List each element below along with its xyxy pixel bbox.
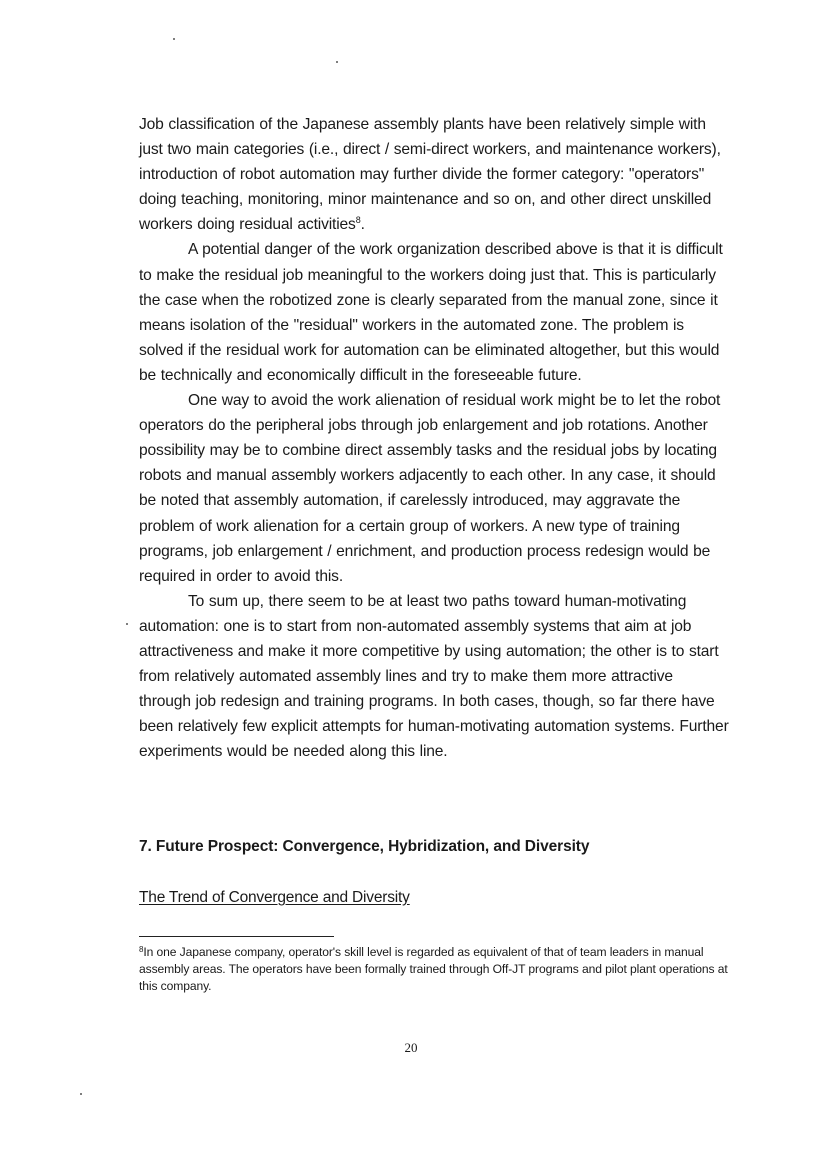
footnote-divider (139, 936, 334, 937)
paragraph-1-text: Job classification of the Japanese assembly plants have been relatively simple with just two main categories (i.e., direct / semi-direct workers, and maintenance workers), introduction of robot automation may further divide the former category: "operators" doing teaching, monitoring, minor maintenance and so on, and other direct unskilled workers doing residual activities (139, 116, 721, 234)
footnote-reference: 8 (355, 215, 361, 226)
page-number: 20 (404, 1040, 418, 1055)
paragraph-4: To sum up, there seem to be at least two paths toward human-motivating automation: one is to start from non-automated assembly systems that aim at job attractiveness and make it more competitive by using automation; the other is to start from relatively automated assembly lines and try to make them more attractive through job redesign and training programs. In both cases, though, so far there have been relatively few explicit attempts for human-motivating automation systems. Further experiments would be needed along this line. (139, 592, 729, 761)
scan-speck (336, 61, 338, 63)
scan-speck (173, 38, 175, 40)
paragraph-1-end: . (360, 216, 365, 234)
paragraph-1 (139, 112, 729, 237)
section-heading: 7. Future Prospect: Convergence, Hybridization, and Diversity (139, 838, 590, 855)
scan-speck (126, 623, 128, 625)
scan-speck (80, 1093, 82, 1095)
paragraph-2: A potential danger of the work organization described above is that it is difficult to make the residual job meaningful to the workers doing just that. This is particularly the case when the robotized zone is clearly separated from the manual zone, since it means isolation of the "residual" workers in the automated zone. The problem is solved if the residual work for automation can be eliminated altogether, but this would be technically and economically difficult in the foreseeable future. (139, 241, 723, 384)
subsection-heading: The Trend of Convergence and Diversity (139, 889, 410, 906)
footnote-marker: 8 (139, 945, 144, 954)
footnote-text: In one Japanese company, operator's skill level is regarded as equivalent of that of team leaders in manual assembly areas. The operators have been formally trained through Off-JT programs and pilot plant operations at this company. (139, 945, 728, 993)
body-text (139, 112, 729, 764)
paragraph-3: One way to avoid the work alienation of residual work might be to let the robot operators do the peripheral jobs through job enlargement and job rotations. Another possibility may be to combine direct assembly tasks and the residual jobs by locating robots and manual assembly workers adjacently to each other. In any case, it should be noted that assembly automation, if carelessly introduced, may aggravate the problem of work alienation for a certain group of workers. A new type of training programs, job enlargement / enrichment, and production process redesign would be required in order to avoid this. (139, 392, 721, 585)
footnote (139, 944, 739, 995)
